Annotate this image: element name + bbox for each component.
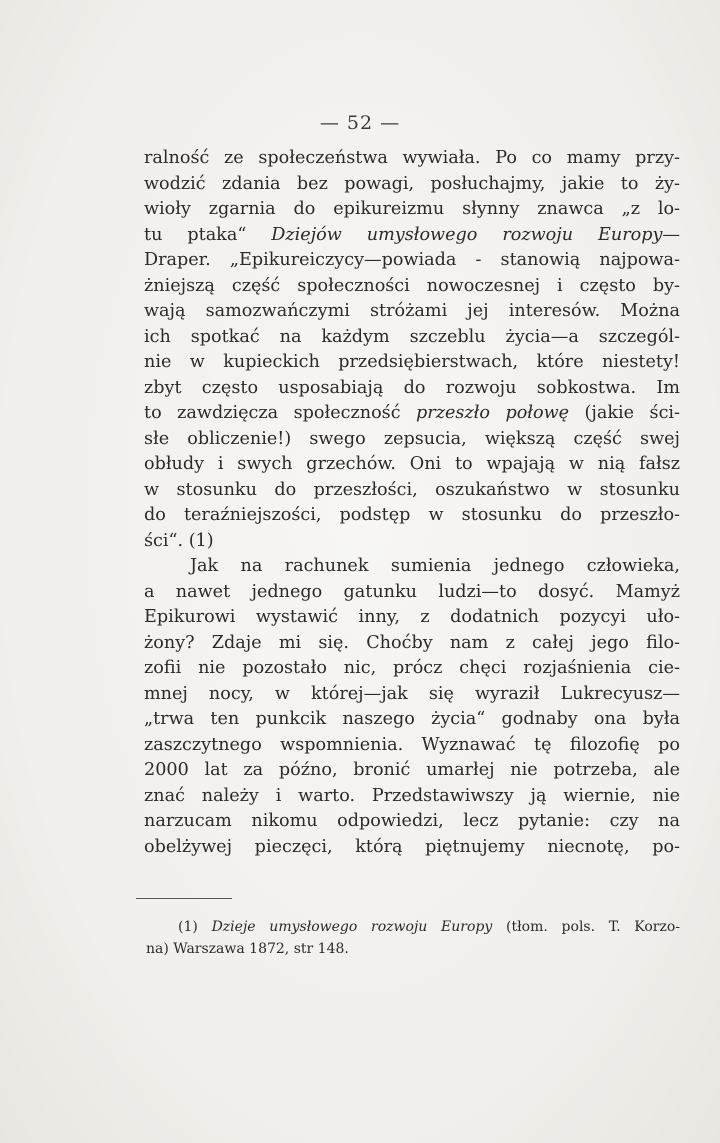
text-line-28: obelżywej pieczęci, którą piętnujemy niecnotę, po- [144, 836, 680, 857]
text-line-22: mnej nocy, w której—jak się wyraził Lukrecyusz— [144, 683, 680, 704]
text-line-1: ralność ze społeczeństwa wywiała. Po co mamy przy- [144, 148, 680, 168]
text-line-18: a nawet jednego gatunku ludzi—to dosyć. Mamyż [144, 581, 680, 602]
text-line-27: narzucam nikomu odpowiedzi, lecz pytanie: czy na [144, 811, 680, 831]
text-line-19: Epikurowi wystawić inny, z dodatnich pozycyi uło- [144, 607, 680, 627]
text-line-24: zaszczytnego wspomnienia. Wyznawać tę filozofię po [144, 734, 680, 755]
text-line-4-end: — [662, 224, 680, 245]
footnote-line-1 [146, 916, 680, 938]
text-line-14: w stosunku do przeszłości, oszukaństwo w stosunku [144, 479, 680, 500]
text-line-11 [144, 401, 680, 427]
text-line-11-end: (jakie ści- [569, 403, 680, 423]
text-line-8: ich spotkać na każdym szczeblu życia—a szczegól- [144, 326, 680, 347]
text-line-16: ści“. (1) [144, 530, 214, 551]
emphasis-italic: przeszło połowę [416, 403, 570, 423]
footnote [146, 916, 680, 960]
page-number: — 52 — [319, 112, 401, 134]
text-line-5: Draper. „Epikureiczycy—powiada - stanowią najpowa- [144, 250, 680, 270]
text-line-9: nie w kupieckich przedsiębierstwach, które niestety! [144, 352, 680, 372]
footnote-title-italic: Dzieje umysłowego rozwoju Europy [211, 919, 493, 935]
footnote-marker: (1) [178, 919, 212, 935]
text-line-2: wodzić zdania bez powagi, posłuchajmy, jakie to ży- [144, 173, 680, 194]
text-line-25: 2000 lat za późno, bronić umarłej nie potrzeba, ale [144, 760, 680, 780]
text-line-17: Jak na rachunek sumienia jednego człowieka, [190, 556, 680, 576]
footnote-line-1-end: (tłom. pols. T. Korzo- [492, 919, 680, 935]
text-line-4-start: tu ptaka“ [144, 224, 272, 245]
text-line-3: wioły zgarnia do epikureizmu słynny znawca „z lo- [144, 199, 680, 219]
body-text [144, 146, 680, 860]
text-line-7: wają samozwańczymi stróżami jej interesów. Można [144, 301, 680, 321]
text-line-26: znać należy i warto. Przedstawiwszy ją wiernie, nie [144, 785, 680, 806]
text-line-13: obłudy i swych grzechów. Oni to wpajają w nią fałsz [144, 454, 680, 474]
text-line-20: żony? Zdaje mi się. Choćby nam z całej jego filo- [144, 632, 680, 653]
text-line-6: żniejszą część społeczności nowoczesnej i często by- [144, 275, 680, 296]
text-line-15: do teraźniejszości, podstęp w stosunku do przeszło- [144, 505, 680, 525]
text-line-11-start: to zawdzięcza społeczność [144, 403, 417, 423]
text-line-21: zofii nie pozostało nic, prócz chęci rozjaśnienia cie- [144, 658, 680, 678]
text-line-12: słe obliczenie!) swego zepsucia, większą część swej [144, 428, 680, 449]
book-title-italic: Dziejów umysłowego rozwoju Europy [271, 224, 663, 245]
text-line-10: zbyt często usposabiają do rozwoju sobkostwa. Im [144, 377, 680, 398]
footnote-line-2: na) Warszawa 1872, str 148. [146, 941, 349, 957]
footnote-rule [136, 898, 232, 899]
text-line-4 [144, 223, 680, 249]
text-line-23: „trwa ten punkcik naszego życia“ godnaby ona była [144, 709, 680, 729]
